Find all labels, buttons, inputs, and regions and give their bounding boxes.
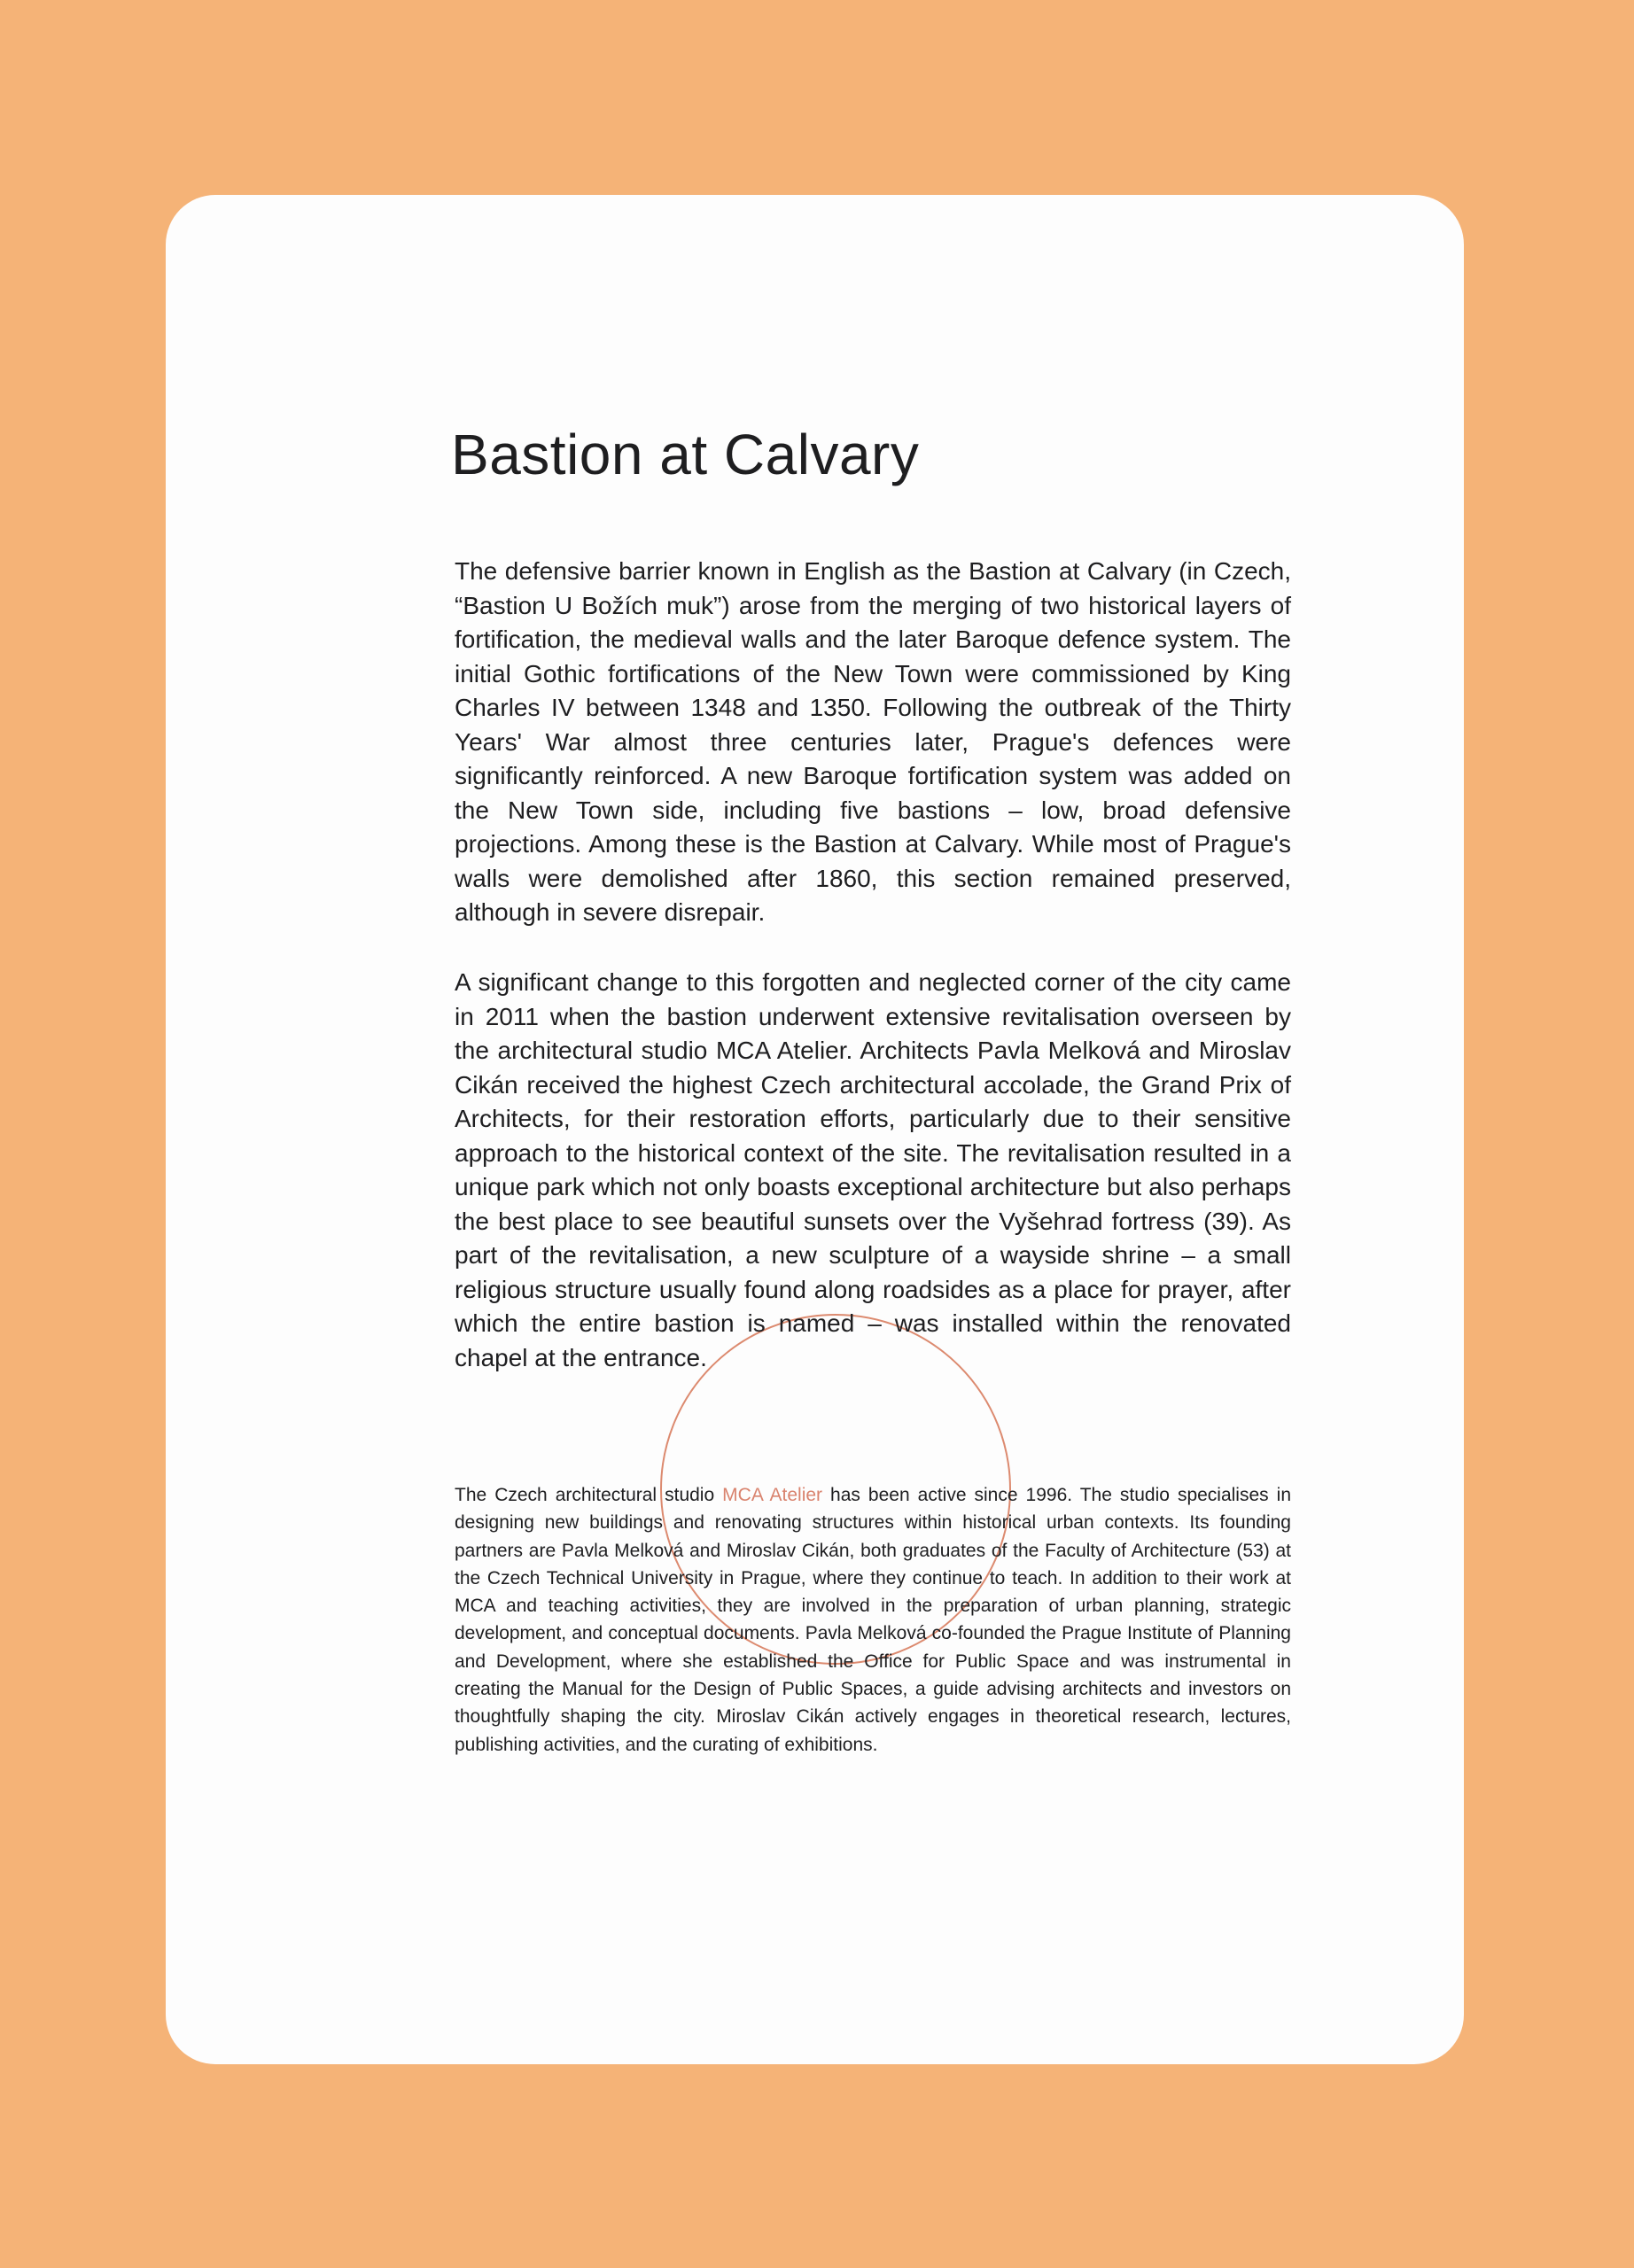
footnote-text-pre: The Czech architectural studio — [455, 1485, 723, 1505]
footnote-studio-bio — [455, 1481, 1291, 1759]
page-title: Bastion at Calvary — [451, 423, 920, 486]
footnote-text-post: has been active since 1996. The studio specialises in designing new buildings and renovating structures within historical urban contexts. Its founding partners are Pavla Melková and Miroslav Cikán, both graduates of the Faculty of Architecture (53) at the Czech Technical University in Prague, where they continue to teach. In addition to their work at MCA and teaching activities, they are involved in the preparation of urban planning, strategic development, and conceptual documents. Pavla Melková co-founded the Prague Institute of Planning and Development, where she established the Office for Public Space and was instrumental in creating the Manual for the Design of Public Spaces, a guide advising architects and investors on thoughtfully shaping the city. Miroslav Cikán actively engages in theoretical research, lectures, publishing activities, and the curating of exhibitions. — [455, 1485, 1292, 1755]
studio-name-highlight: MCA Atelier — [722, 1485, 823, 1505]
paragraph-history: The defensive barrier known in English as the Bastion at Calvary (in Czech, “Bastion U Božích muk”) arose from the merging of two historical layers of fortification, the medieval walls and the later Baroque defence system. The initial Gothic fortifications of the New Town were commissioned by King Charles IV between 1348 and 1350. Following the outbreak of the Thirty Years' War almost three centuries later, Prague's defences were significantly reinforced. A new Baroque fortification system was added on the New Town side, including five bastions – low, broad defensive projections. Among these is the Bastion at Calvary. While most of Prague's walls were demolished after 1860, this section remained preserved, although in severe disrepair. — [455, 557, 1291, 926]
book-page-card — [166, 195, 1464, 2064]
paragraph-revitalisation: A significant change to this forgotten and neglected corner of the city came in 2011 when the bastion underwent extensive revitalisation overseen by the architectural studio MCA Atelier. Architects Pavla Melková and Miroslav Cikán received the highest Czech architectural accolade, the Grand Prix of Architects, for their restoration efforts, particularly due to their sensitive approach to the historical context of the site. The revitalisation resulted in a unique park which not only boasts exceptional architecture but also perhaps the best place to see beautiful sunsets over the Vyšehrad fortress (39). As part of the revitalisation, a new sculpture of a wayside shrine – a small religious structure usually found along roadsides as a place for prayer, after which the entire bastion is named – was installed within the renovated chapel at the entrance. — [455, 968, 1291, 1371]
